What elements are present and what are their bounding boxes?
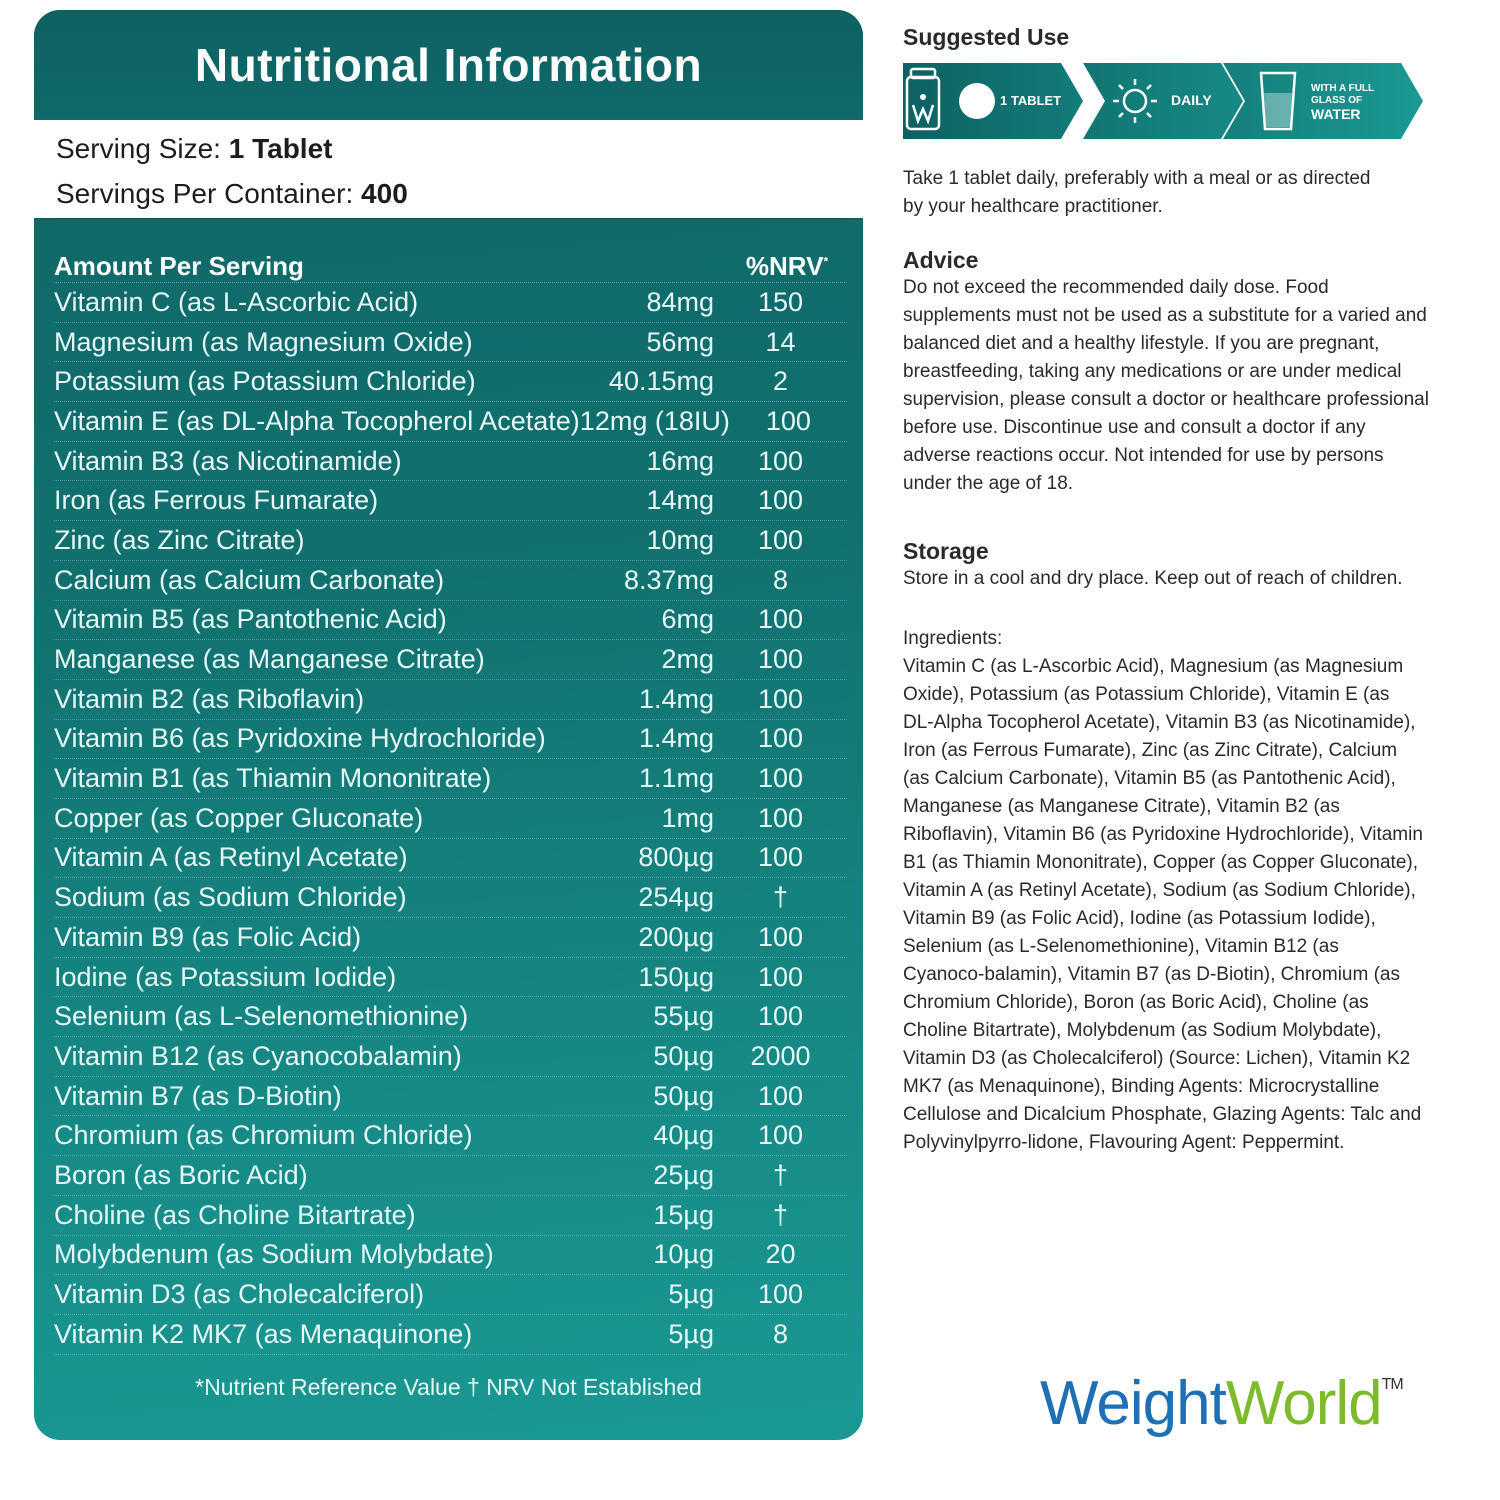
table-row — [54, 1196, 847, 1236]
servings-per-container — [56, 171, 841, 216]
nutrient-nrv: 100 — [757, 524, 804, 555]
nutrient-amount: 1.4mg — [638, 683, 714, 714]
table-row — [54, 1236, 847, 1276]
nutrient-name: Vitamin C (as L-Ascorbic Acid) — [54, 286, 419, 317]
table-row — [54, 1315, 847, 1355]
panel-title: Nutritional Information — [34, 10, 863, 120]
nutrient-name: Vitamin B3 (as Nicotinamide) — [54, 445, 402, 476]
nutrient-nrv: 100 — [757, 1001, 804, 1032]
nutrient-name: Vitamin B5 (as Pantothenic Acid) — [54, 604, 447, 635]
table-row — [54, 799, 847, 839]
serving-box — [34, 120, 863, 220]
table-row — [54, 997, 847, 1037]
footnote: *Nutrient Reference Value † NRV Not Established — [195, 1374, 702, 1400]
servings-value: 400 — [361, 178, 408, 209]
step-daily-label: DAILY — [1171, 92, 1212, 108]
nutrient-nrv: † — [772, 1159, 789, 1190]
table-row — [54, 680, 847, 720]
nutrient-name: Vitamin B1 (as Thiamin Mononitrate) — [54, 763, 492, 794]
advice-text: Do not exceed the recommended daily dose. Food supplements must not be used as a substitute for a varied and balanced diet and a healthy lifestyle. If you are pregnant, breastfeeding, taking any medications or are under medical supervision, please consult a doctor or healthcare professional before use. Discontinue use and consult a doctor if any adverse reactions occur. Not intended for use by persons under the age of 18. — [903, 277, 1429, 494]
nutrient-amount: 40µg — [653, 1120, 714, 1151]
table-row — [54, 640, 847, 680]
table-row — [54, 323, 847, 363]
nutrient-table — [54, 238, 847, 1355]
nutrient-nrv: 150 — [757, 286, 804, 317]
right-column — [903, 24, 1433, 1157]
table-row — [54, 918, 847, 958]
nutrient-name: Manganese (as Manganese Citrate) — [54, 644, 485, 675]
nutrient-name: Vitamin E (as DL-Alpha Tocopherol Acetate) — [54, 405, 580, 436]
nutrient-name: Boron (as Boric Acid) — [54, 1159, 308, 1190]
storage-text: Store in a cool and dry place. Keep out of reach of children. — [903, 568, 1403, 589]
table-row — [54, 1156, 847, 1196]
nutrient-name: Sodium (as Sodium Chloride) — [54, 882, 407, 913]
nutrient-amount: 10µg — [653, 1239, 714, 1270]
serving-size-label: Serving Size: — [56, 133, 221, 164]
nutrient-nrv: 2 — [772, 366, 789, 397]
nutrient-name: Choline (as Choline Bitartrate) — [54, 1199, 416, 1230]
nutrient-nrv: 100 — [765, 405, 811, 436]
nutrient-amount: 800µg — [638, 842, 714, 873]
table-row — [54, 601, 847, 641]
nutrient-amount: 254µg — [638, 882, 714, 913]
ingredients-text: Vitamin C (as L-Ascorbic Acid), Magnesium (as Magnesium Oxide), Potassium (as Potassium Chloride), Vitamin E (as DL-Alpha Tocopherol Acetate), Vitamin B3 (as Nicotinamide), Iron (as Ferrous Fumarate), Zinc (as Zinc Citrate), Calcium (as Calcium Carbonate), Vitamin B5 (as Pantothenic Acid), Manganese (as Manganese Citrate), Vitamin B2 (as Riboflavin), Vitamin B6 (as Pyridoxine Hydrochloride), Vitamin B1 (as Thiamin Mononitrate), Copper (as Copper Gluconate), Vitamin A (as Retinyl Acetate), Sodium (as Sodium Chloride), Vitamin B9 (as Folic Acid), Iodine (as Potassium Iodide), Selenium (as L-Selenomethionine), Vitamin B12 (as Cyanoco-balamin), Vitamin B7 (as D-Biotin), Chromium (as Chromium Chloride), Boron (as Boric Acid), Choline (as Choline Bitartrate), Molybdenum (as Sodium Molybdate), Vitamin D3 (as Cholecalciferol) (Source: Lichen), Vitamin K2 MK7 (as Menaquinone), Binding Agents: Microcrystalline Cellulose and Dicalcium Phosphate, Glazing Agents: Talc and Polyvinylpyrro-lidone, Flavouring Agent: Peppermint. — [903, 656, 1423, 1153]
nutrient-name: Potassium (as Potassium Chloride) — [54, 366, 476, 397]
nutrient-nrv: 8 — [772, 1318, 789, 1349]
header-amount: Amount Per Serving — [54, 251, 304, 281]
servings-label: Servings Per Container: — [56, 178, 354, 209]
nutrient-name: Vitamin K2 MK7 (as Menaquinone) — [54, 1318, 473, 1349]
nutrient-nrv: 100 — [757, 1279, 804, 1310]
serving-size-value: 1 Tablet — [228, 133, 333, 164]
nutrient-amount: 8.37mg — [623, 564, 714, 595]
nutrient-name: Iodine (as Potassium Iodide) — [54, 961, 397, 992]
nutrient-amount: 2mg — [661, 644, 714, 675]
nutrient-nrv: 8 — [772, 564, 789, 595]
storage-title: Storage — [903, 538, 989, 564]
table-row — [54, 1275, 847, 1315]
nutrient-nrv: 14 — [765, 326, 796, 357]
nutrient-nrv: † — [772, 1199, 789, 1230]
table-row — [54, 362, 847, 402]
table-row — [54, 402, 847, 442]
nutrient-nrv: 20 — [765, 1239, 796, 1270]
logo-weight: Weight — [1040, 1369, 1226, 1438]
nutrient-name: Vitamin D3 (as Cholecalciferol) — [54, 1279, 425, 1310]
table-row — [54, 481, 847, 521]
nutrient-nrv: 100 — [757, 683, 804, 714]
table-row — [54, 839, 847, 879]
nutrient-name: Zinc (as Zinc Citrate) — [54, 524, 305, 555]
header-nrv-label: %NRV — [745, 251, 824, 281]
nutrient-nrv: 100 — [757, 802, 804, 833]
table-row — [54, 1116, 847, 1156]
nutrient-amount: 15µg — [653, 1199, 714, 1230]
nutrient-amount: 55µg — [653, 1001, 714, 1032]
nutrient-name: Chromium (as Chromium Chloride) — [54, 1120, 473, 1151]
nutrient-name: Magnesium (as Magnesium Oxide) — [54, 326, 473, 357]
nutrient-nrv: 100 — [757, 842, 804, 873]
nutrient-name: Vitamin B9 (as Folic Acid) — [54, 921, 362, 952]
nutrient-name: Selenium (as L-Selenomethionine) — [54, 1001, 469, 1032]
nutrient-amount: 5µg — [668, 1318, 714, 1349]
nutrient-amount: 40.15mg — [608, 366, 714, 397]
nutrient-nrv: 100 — [757, 1080, 804, 1111]
nutrient-amount: 16mg — [646, 445, 714, 476]
suggested-use-title: Suggested Use — [903, 24, 1070, 50]
nutrient-rows — [54, 283, 847, 1355]
suggested-use-strip — [903, 63, 1423, 139]
nutrient-nrv: 100 — [757, 961, 804, 992]
nutrient-nrv: 100 — [757, 1120, 804, 1151]
table-row — [54, 521, 847, 561]
nutrient-amount: 150µg — [638, 961, 714, 992]
nutrient-name: Molybdenum (as Sodium Molybdate) — [54, 1239, 494, 1270]
nutrient-nrv: 100 — [757, 604, 804, 635]
table-row — [54, 283, 847, 323]
nutrient-amount: 10mg — [646, 524, 714, 555]
logo-world: World — [1225, 1369, 1382, 1438]
header-nrv-mark: * — [823, 254, 829, 269]
nutrient-amount: 6mg — [661, 604, 714, 635]
nutrient-amount: 12mg (18IU) — [579, 405, 730, 436]
nutrient-nrv: 2000 — [750, 1040, 811, 1071]
nutrient-amount: 25µg — [653, 1159, 714, 1190]
weightworld-logo — [1040, 1368, 1403, 1439]
nutrient-name: Vitamin B6 (as Pyridoxine Hydrochloride) — [54, 723, 546, 754]
nutrient-name: Vitamin A (as Retinyl Acetate) — [54, 842, 408, 873]
logo-tm: TM — [1381, 1376, 1403, 1393]
table-row — [54, 442, 847, 482]
nutrient-nrv: 100 — [757, 723, 804, 754]
ingredients-title: Ingredients: — [903, 628, 1003, 649]
nutrient-amount: 1mg — [661, 802, 714, 833]
nutrient-name: Copper (as Copper Gluconate) — [54, 802, 424, 833]
nutrient-amount: 50µg — [653, 1040, 714, 1071]
nutrient-nrv: 100 — [757, 445, 804, 476]
step-tablet-label: 1 TABLET — [1000, 93, 1062, 108]
nutrition-panel — [34, 10, 863, 1440]
suggested-use-text: Take 1 tablet daily, preferably with a meal or as directed by your healthcare practitioner. — [903, 168, 1371, 217]
table-row — [54, 1077, 847, 1117]
table-row — [54, 759, 847, 799]
nutrient-name: Vitamin B2 (as Riboflavin) — [54, 683, 365, 714]
nutrient-name: Calcium (as Calcium Carbonate) — [54, 564, 445, 595]
nutrient-nrv: 100 — [757, 644, 804, 675]
nutrient-name: Vitamin B7 (as D-Biotin) — [54, 1080, 342, 1111]
table-row — [54, 878, 847, 918]
step-water-small-label: WITH A FULL GLASS OF — [1311, 83, 1374, 106]
nutrient-name: Iron (as Ferrous Fumarate) — [54, 485, 379, 516]
nutrient-amount: 200µg — [638, 921, 714, 952]
tablet-icon — [959, 83, 995, 119]
nutrient-amount: 1.4mg — [638, 723, 714, 754]
table-row — [54, 561, 847, 601]
nutrient-amount: 5µg — [668, 1279, 714, 1310]
nutrient-amount: 56mg — [646, 326, 714, 357]
nutrient-amount: 14mg — [646, 485, 714, 516]
step-water-label: WATER — [1311, 106, 1361, 122]
table-row — [54, 720, 847, 760]
nutrient-nrv: † — [772, 882, 789, 913]
header-nrv — [727, 251, 847, 282]
nutrient-amount: 1.1mg — [638, 763, 714, 794]
advice-title: Advice — [903, 247, 979, 273]
nutrient-nrv: 100 — [757, 921, 804, 952]
nutrient-amount: 84mg — [646, 286, 714, 317]
nutrient-amount: 50µg — [653, 1080, 714, 1111]
table-row — [54, 958, 847, 998]
nutrient-nrv: 100 — [757, 485, 804, 516]
serving-size — [56, 120, 841, 171]
table-header — [54, 238, 847, 283]
table-row — [54, 1037, 847, 1077]
nutrient-name: Vitamin B12 (as Cyanocobalamin) — [54, 1040, 462, 1071]
nutrient-nrv: 100 — [757, 763, 804, 794]
